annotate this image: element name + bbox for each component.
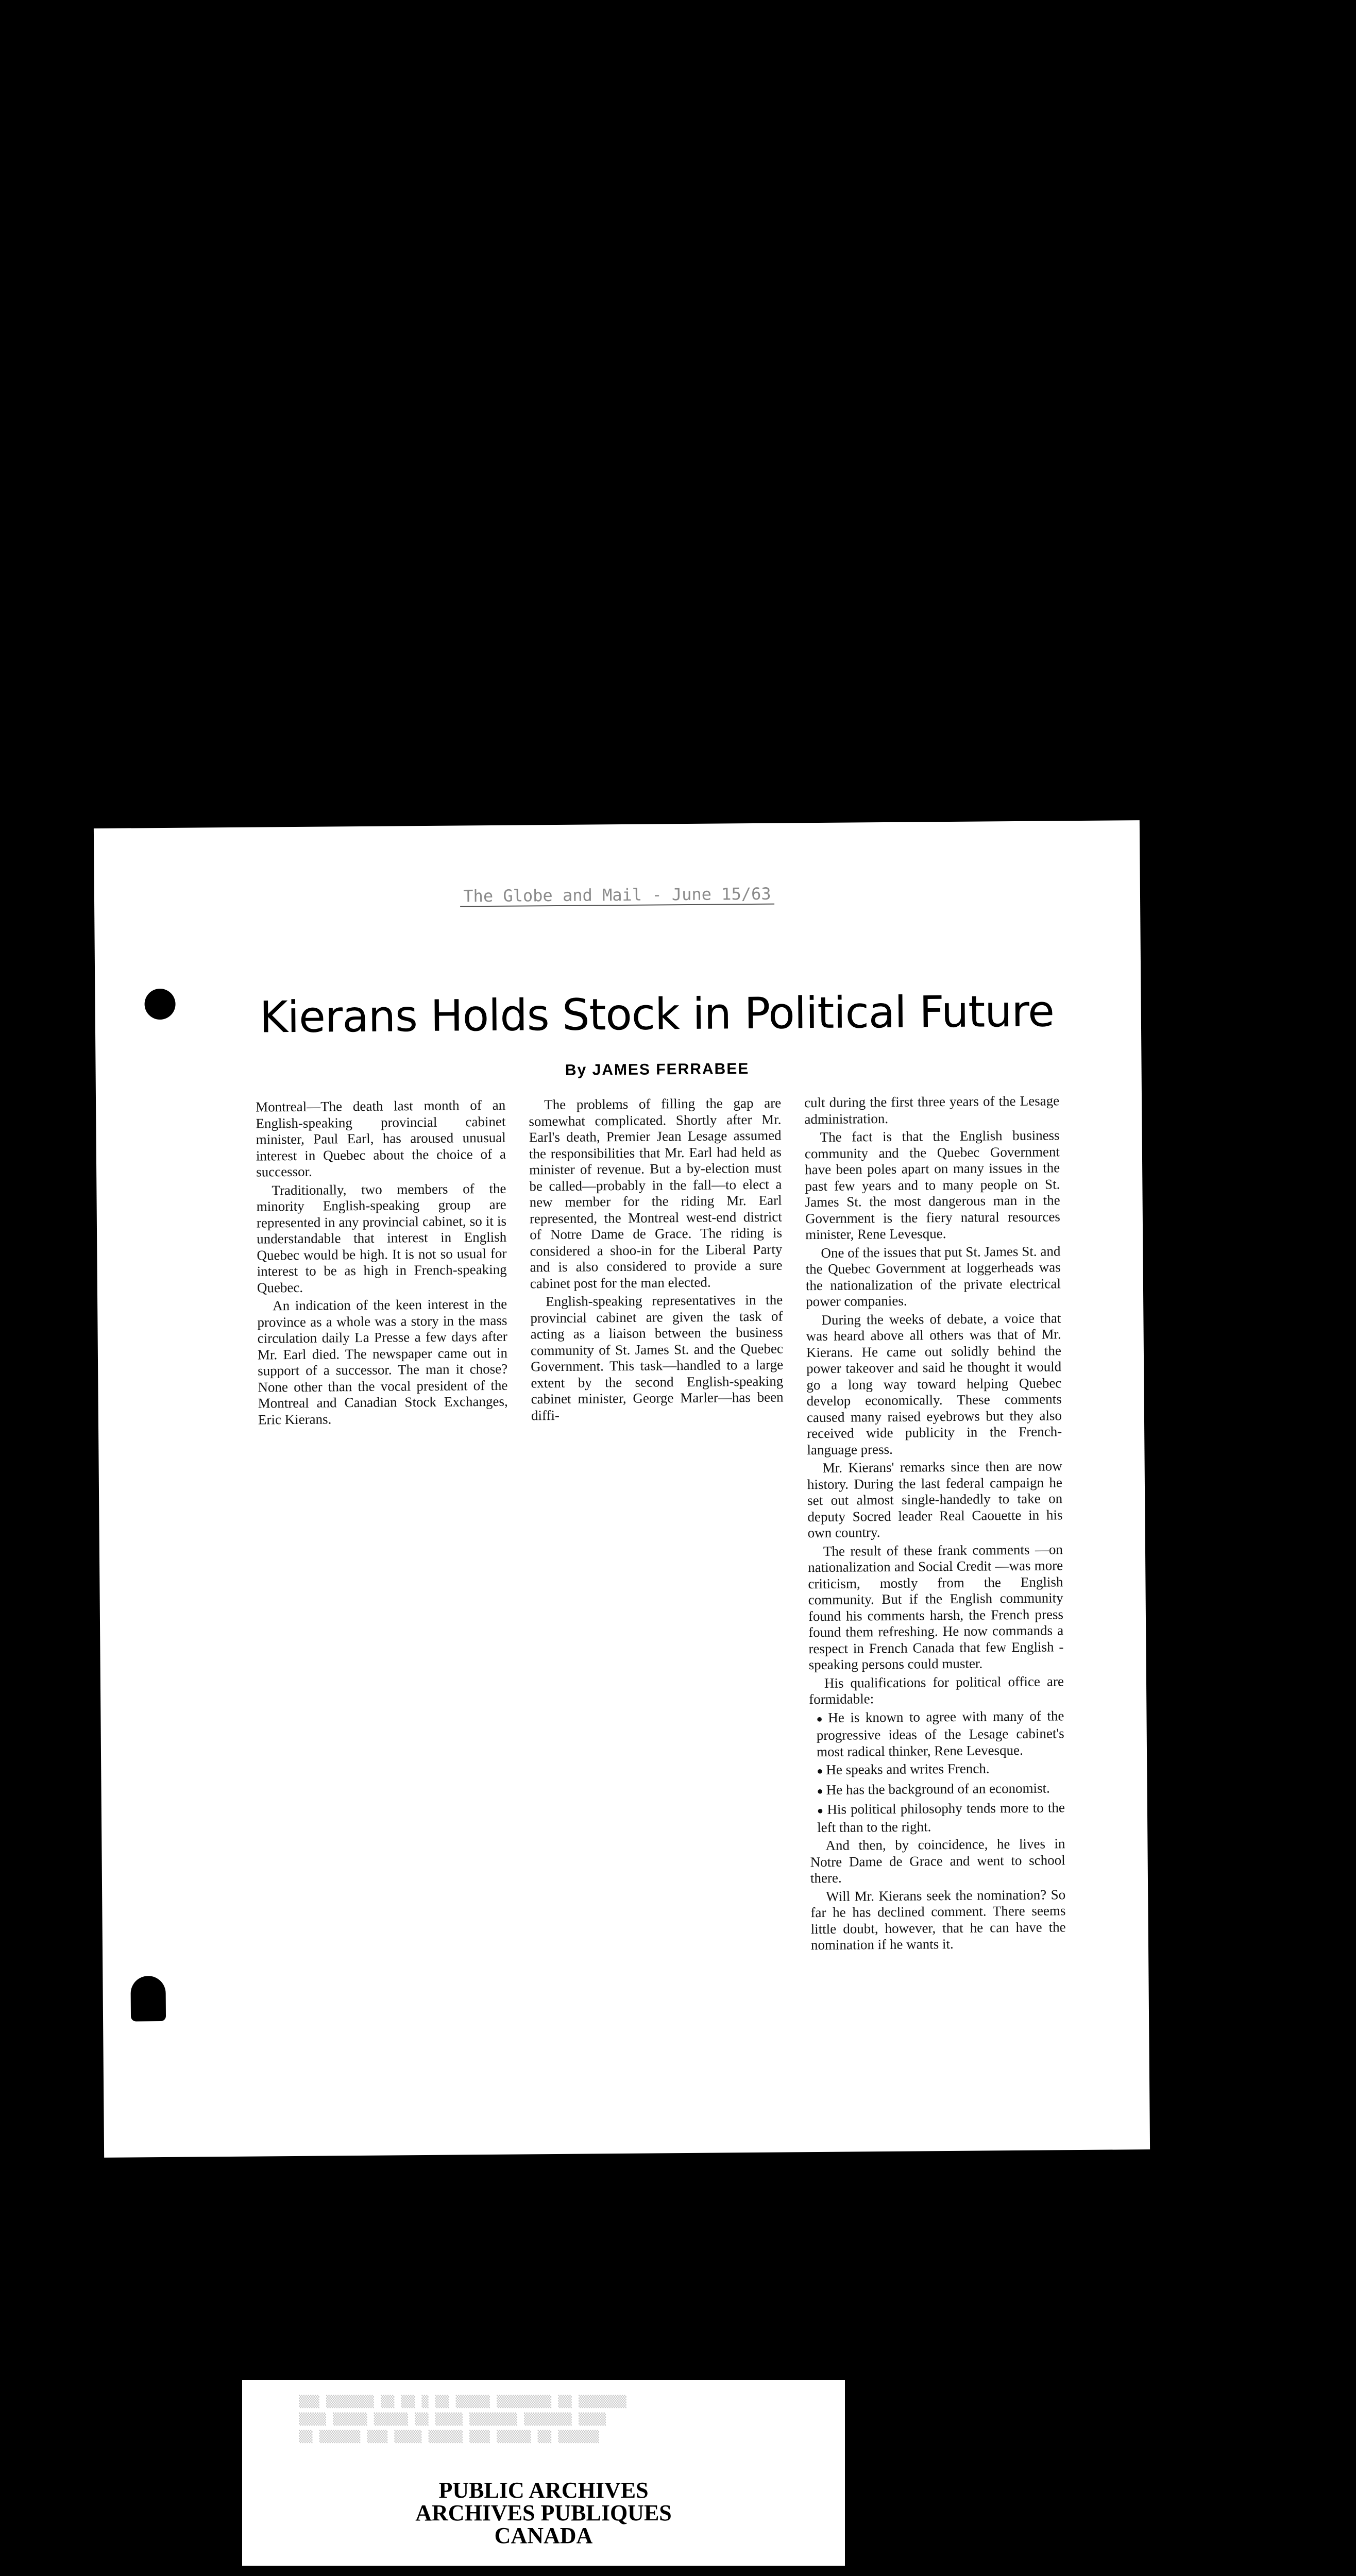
paragraph: Mr. Kierans' remarks since then are now history. During the last federal campaign he set out almost single-handedly to take on deputy Socred leader Real Caouette in his own country. bbox=[807, 1458, 1063, 1541]
archive-stamp bbox=[242, 2479, 845, 2547]
paragraph: His qualifications for political office are formidable: bbox=[809, 1673, 1064, 1707]
archive-label bbox=[242, 2380, 845, 2566]
source-line bbox=[94, 881, 1140, 909]
punch-hole bbox=[130, 1976, 166, 2022]
paragraph: And then, by coincidence, he lives in Notre Dame de Grace and went to school there. bbox=[810, 1836, 1065, 1886]
headline: Kierans Holds Stock in Political Future bbox=[259, 986, 1055, 1043]
paragraph: During the weeks of debate, a voice that was heard above all others was that of Mr. Kierans. He came out solidly behind the power takeover and said he thought it would go a long way toward helping Quebec develop economically. These comments caused many raised eyebrows but they also received wide publicity in the French-language press. bbox=[806, 1310, 1062, 1458]
paragraph: One of the issues that put St. James St. and the Quebec Government at loggerheads was the nationalization of the private electrical power companies. bbox=[805, 1243, 1061, 1310]
paragraph: Will Mr. Kierans seek the nomination? So far he has declined comment. There seems little doubt, however, that he can have the nomination if he wants it. bbox=[810, 1886, 1066, 1953]
article-column-1 bbox=[256, 1097, 508, 1430]
article bbox=[255, 986, 1066, 2053]
bullet-item: ● He has the background of an economist. bbox=[817, 1780, 1050, 1798]
paragraph: The result of these frank comments —on nationalization and Social Credit —was more criticism, mostly from the English community. But if the English community found his comments harsh, the French press found them refreshing. He now commands a respect in French Canada that few English - speaking persons could muster. bbox=[808, 1541, 1064, 1673]
bullet-icon: ● bbox=[817, 1765, 823, 1777]
archive-line-3: CANADA bbox=[494, 2523, 593, 2548]
bullet-icon: ● bbox=[817, 1805, 824, 1817]
punch-hole bbox=[144, 989, 175, 1020]
bullet-item: ● He is known to agree with many of the progressive ideas of the Lesage cabinet's most radical thinker, Rene Levesque. bbox=[816, 1707, 1064, 1759]
paragraph: English-speaking representatives in the provincial cabinet are given the task of acting as a liaison between the business community of St. James St. and the Quebec Government. This task—handled to a large extent by the second English-speaking cabinet minister, George Marler—has been diffi- bbox=[530, 1292, 784, 1423]
source-text: The Globe and Mail - June 15/63 bbox=[460, 884, 774, 907]
paragraph: Traditionally, two members of the minority English-speaking group are represented in any provincial cabinet, so it is understandable that interest in English Quebec would be high. It is not so usual for interest to be as high in French-speaking Quebec. bbox=[256, 1180, 507, 1296]
byline: By JAMES FERRABEE bbox=[565, 1060, 750, 1079]
faint-typed-caption: ▒▒▒ ▒▒▒▒▒▒▒ ▒▒ ▒▒ ▒ ▒▒ ▒▒▒▒▒ ▒▒▒▒▒▒▒▒ ▒▒ ▒▒▒▒▒▒▒ ▒▒▒▒ ▒▒▒▒▒ ▒▒▒▒▒ ▒▒ ▒▒▒▒ ▒▒▒▒▒▒▒ ▒▒▒▒▒▒▒ ▒▒▒▒ ▒▒ ▒▒▒▒▒▒ ▒▒▒ ▒▒▒▒ ▒▒▒▒▒ ▒▒▒ ▒▒▒▒▒ ▒▒ ▒▒▒▒▒▒ bbox=[299, 2396, 626, 2444]
newspaper-clipping-page bbox=[94, 820, 1150, 2158]
paragraph: The fact is that the English business community and the Quebec Government have been poles apart on many issues in the past few years and to many people on St. James St. the most dangerous man in the Government is the fiery natural resources minister, Rene Levesque. bbox=[804, 1127, 1060, 1243]
bullet-item: ● His political philosophy tends more to the left than to the right. bbox=[817, 1800, 1065, 1835]
bullet-item: ● He speaks and writes French. bbox=[817, 1760, 990, 1777]
article-column-3 bbox=[804, 1093, 1066, 1955]
archive-line-2: ARCHIVES PUBLIQUES bbox=[415, 2500, 672, 2526]
bullet-icon: ● bbox=[817, 1785, 823, 1797]
paragraph: The problems of filling the gap are somewhat complicated. Shortly after Mr. Earl's death, Premier Jean Lesage assumed the responsibilities that Mr. Earl had held as minister of revenue. But a by-election must be called—probably in the fall—to elect a new member for the riding Mr. Earl represented, the Montreal west-end district of Notre Dame de Grace. The riding is considered a shoo-in for the Liberal Party and is also considered to provide a sure cabinet post for the man elected. bbox=[529, 1095, 783, 1291]
paragraph: An indication of the keen interest in the province as a whole was a story in the mass circulation daily La Presse a few days after Mr. Earl died. The newspaper came out in support of a successor. The man it chose? None other than the vocal president of the Montreal and Canadian Stock Exchanges, Eric Kierans. bbox=[257, 1296, 508, 1428]
bullet-icon: ● bbox=[816, 1713, 825, 1725]
article-column-2 bbox=[529, 1095, 784, 1426]
archive-line-1: PUBLIC ARCHIVES bbox=[438, 2478, 649, 2503]
paragraph: cult during the first three years of the Lesage administration. bbox=[804, 1093, 1060, 1127]
paragraph: Montreal—The death last month of an English-speaking provincial cabinet minister, Paul Earl, has aroused unusual interest in Quebec about the choice of a successor. bbox=[256, 1097, 506, 1180]
